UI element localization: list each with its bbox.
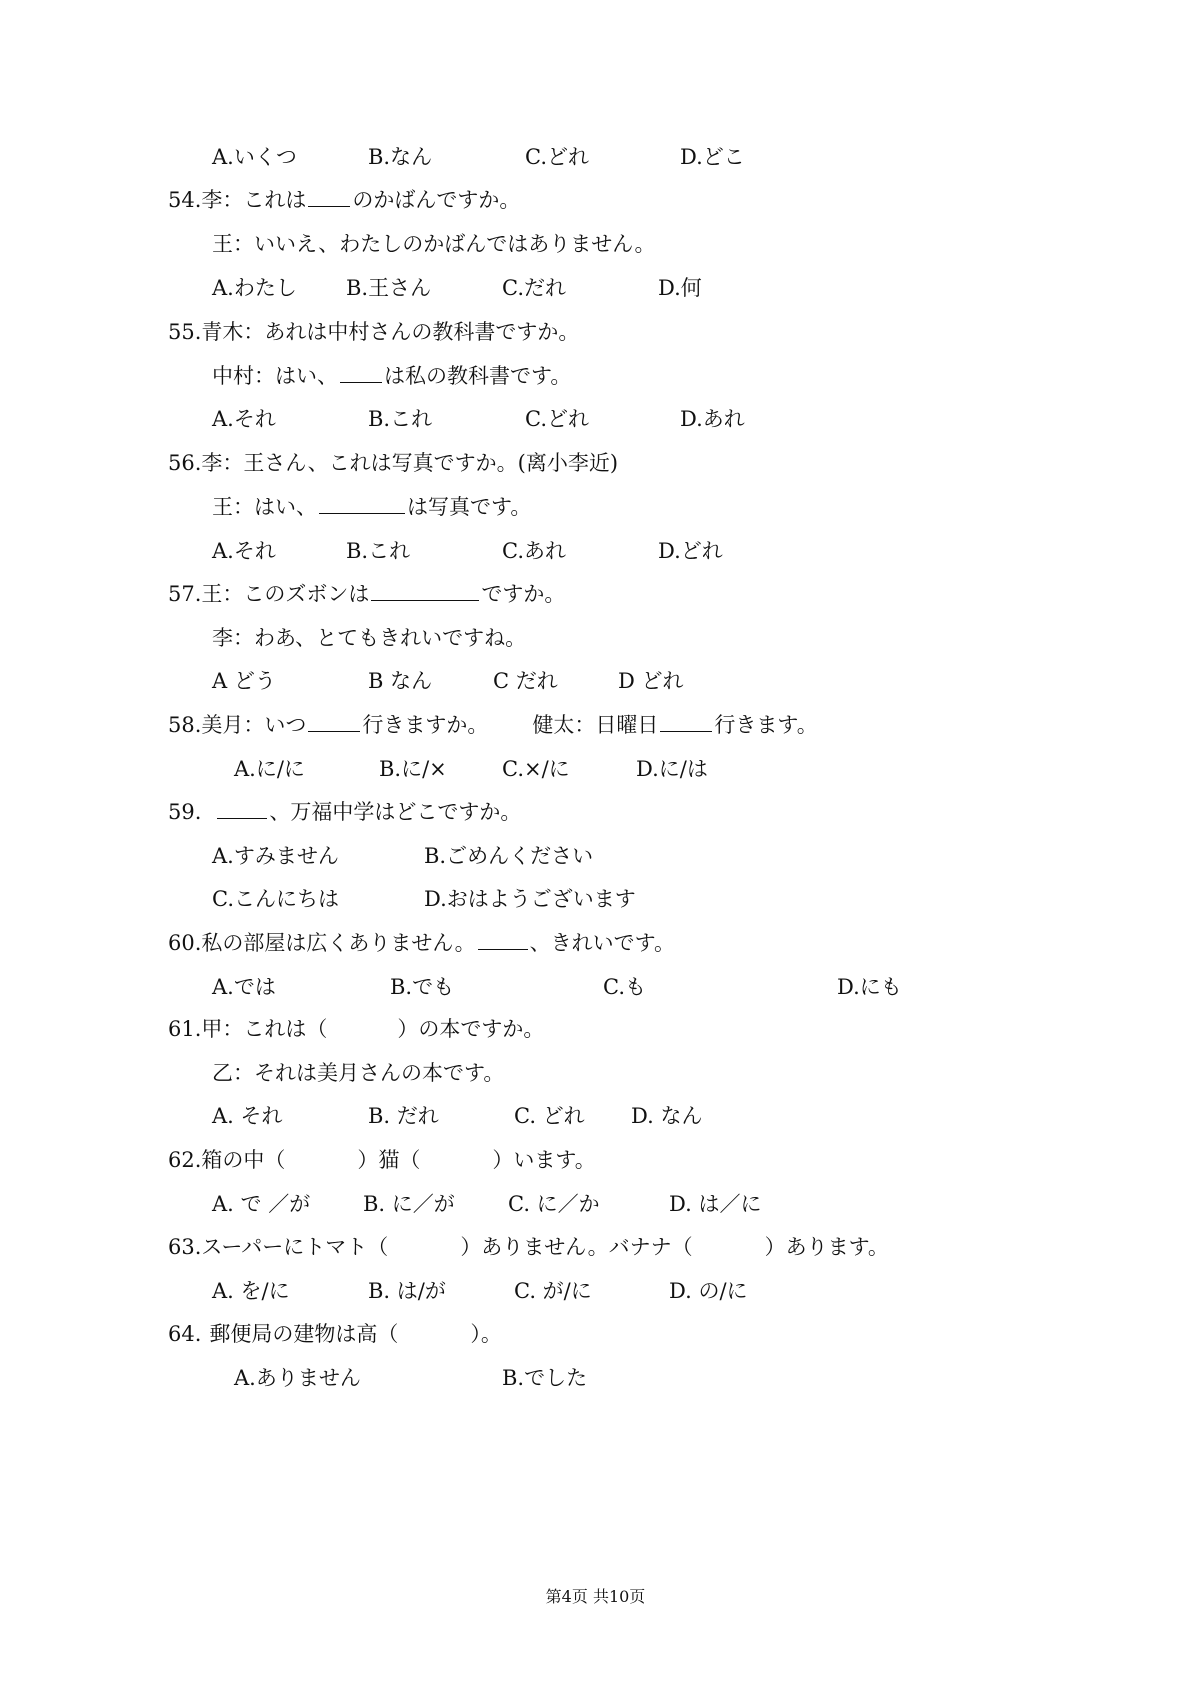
question-56 [168, 449, 618, 477]
option-d: D. は／に [669, 1192, 762, 1216]
option-c: C.×/に [502, 757, 570, 781]
question-text: ）。 [470, 1322, 502, 1346]
answer-blank [319, 493, 405, 514]
option-a: A. それ [212, 1104, 283, 1128]
question-63 [168, 1233, 889, 1261]
question-text: スーパーにトマト（ [201, 1235, 389, 1259]
question-text: 青木：あれは中村さんの教科書ですか。 [201, 320, 580, 344]
reply-text: は写真です。 [407, 495, 532, 519]
option-a: A.すみません [212, 844, 339, 868]
question-number: 58. [168, 713, 202, 737]
question-number: 54. [168, 188, 202, 212]
option-d: D.どれ [658, 539, 723, 563]
option-a: A.では [212, 975, 276, 999]
option-a: A. を/に [212, 1279, 290, 1303]
option-b: B. だれ [368, 1104, 439, 1128]
question-number: 56. [168, 451, 202, 475]
question-61-reply: 乙：それは美月さんの本です。 [212, 1061, 505, 1085]
answer-blank [478, 929, 528, 950]
option-c: C.も [603, 975, 646, 999]
answer-blank [660, 711, 712, 732]
reply-text: 王：はい、 [212, 495, 317, 519]
option-c: C だれ [493, 669, 558, 693]
option-c: C.あれ [502, 539, 566, 563]
answer-blank [308, 711, 360, 732]
question-text: 私の部屋は広くありません。 [201, 931, 476, 955]
option-a: A どう [212, 669, 276, 693]
question-text: 行きます。 [714, 713, 818, 737]
question-54 [168, 186, 520, 214]
question-number: 59. [168, 800, 202, 824]
question-text: ）猫（ [357, 1148, 421, 1172]
option-d: D.にも [837, 975, 902, 999]
question-text: ）の本ですか。 [397, 1017, 545, 1041]
question-55 [168, 318, 579, 346]
reply-text: は私の教科書です。 [384, 364, 572, 388]
question-text: 李：これは [201, 188, 307, 212]
question-58 [168, 711, 818, 739]
question-text: ）います。 [492, 1148, 596, 1172]
option-d: D.おはようございます [424, 887, 636, 911]
option-c: C. が/に [514, 1279, 592, 1303]
option-b: B なん [368, 669, 433, 693]
question-text: ）あります。 [764, 1235, 889, 1259]
question-text: 李：王さん、これは写真ですか。(离小李近) [201, 451, 619, 475]
question-text: 行きますか。 [362, 713, 489, 737]
option-a: A.に/に [234, 757, 305, 781]
question-text: 、きれいです。 [529, 931, 675, 955]
question-56-reply [212, 493, 531, 521]
option-d: D.どこ [680, 145, 745, 169]
question-text: 甲：これは（ [201, 1017, 328, 1041]
question-60 [168, 929, 675, 957]
option-a: A.それ [212, 539, 276, 563]
question-62 [168, 1146, 596, 1174]
question-text: のかばんですか。 [352, 188, 521, 212]
question-text: 美月：いつ [201, 713, 307, 737]
option-c: C. どれ [514, 1104, 585, 1128]
answer-blank [340, 362, 382, 383]
question-text: 郵便局の建物は高（ [209, 1322, 399, 1346]
question-number: 57. [168, 582, 202, 606]
option-c: C.こんにちは [212, 887, 339, 911]
option-b: B.でした [502, 1366, 588, 1390]
option-b: B. は/が [368, 1279, 446, 1303]
answer-blank [371, 580, 479, 601]
question-text: 健太：日曜日 [532, 713, 659, 737]
option-b: B.王さん [346, 276, 432, 300]
option-c: C.どれ [525, 407, 589, 431]
option-d: D.あれ [680, 407, 745, 431]
question-text: 箱の中（ [201, 1148, 286, 1172]
question-57 [168, 580, 565, 608]
option-b: B.でも [390, 975, 455, 999]
option-d: D.に/は [636, 757, 708, 781]
option-a: A.わたし [212, 276, 297, 300]
reply-text: 中村：はい、 [212, 364, 338, 388]
question-64 [168, 1320, 502, 1348]
question-text: 王：このズボンは [201, 582, 370, 606]
option-b: B.これ [368, 407, 433, 431]
question-text: ）ありません。バナナ（ [460, 1235, 693, 1259]
question-59 [168, 798, 521, 826]
question-number: 61. [168, 1017, 202, 1041]
question-54-reply: 王：いいえ、わたしのかばんではありません。 [212, 232, 656, 256]
question-text: 、万福中学はどこですか。 [269, 800, 522, 824]
page-footer: 第4页 共10页 [545, 1587, 646, 1606]
option-d: D どれ [618, 669, 684, 693]
question-number: 64. [168, 1322, 202, 1346]
option-d: D.何 [658, 276, 702, 300]
option-c: C.だれ [502, 276, 566, 300]
option-a: A.いくつ [212, 145, 297, 169]
question-number: 62. [168, 1148, 202, 1172]
question-number: 63. [168, 1235, 202, 1259]
option-b: B.ごめんください [424, 844, 594, 868]
option-a: A. で ／が [212, 1192, 311, 1216]
answer-blank [308, 186, 350, 207]
option-b: B.に/× [379, 757, 447, 781]
option-b: B. に／が [363, 1192, 455, 1216]
option-d: D. の/に [669, 1279, 748, 1303]
question-number: 60. [168, 931, 202, 955]
option-a: A.ありません [234, 1366, 361, 1390]
question-text: ですか。 [481, 582, 566, 606]
option-c: C. に／か [508, 1192, 600, 1216]
option-d: D. なん [631, 1104, 703, 1128]
answer-blank [217, 798, 267, 819]
option-c: C.どれ [525, 145, 589, 169]
question-61 [168, 1015, 544, 1043]
option-b: B.なん [368, 145, 433, 169]
question-number: 55. [168, 320, 202, 344]
option-a: A.それ [212, 407, 276, 431]
question-55-reply [212, 362, 571, 390]
option-b: B.これ [346, 539, 411, 563]
question-57-reply: 李：わあ、とてもきれいですね。 [212, 626, 527, 650]
